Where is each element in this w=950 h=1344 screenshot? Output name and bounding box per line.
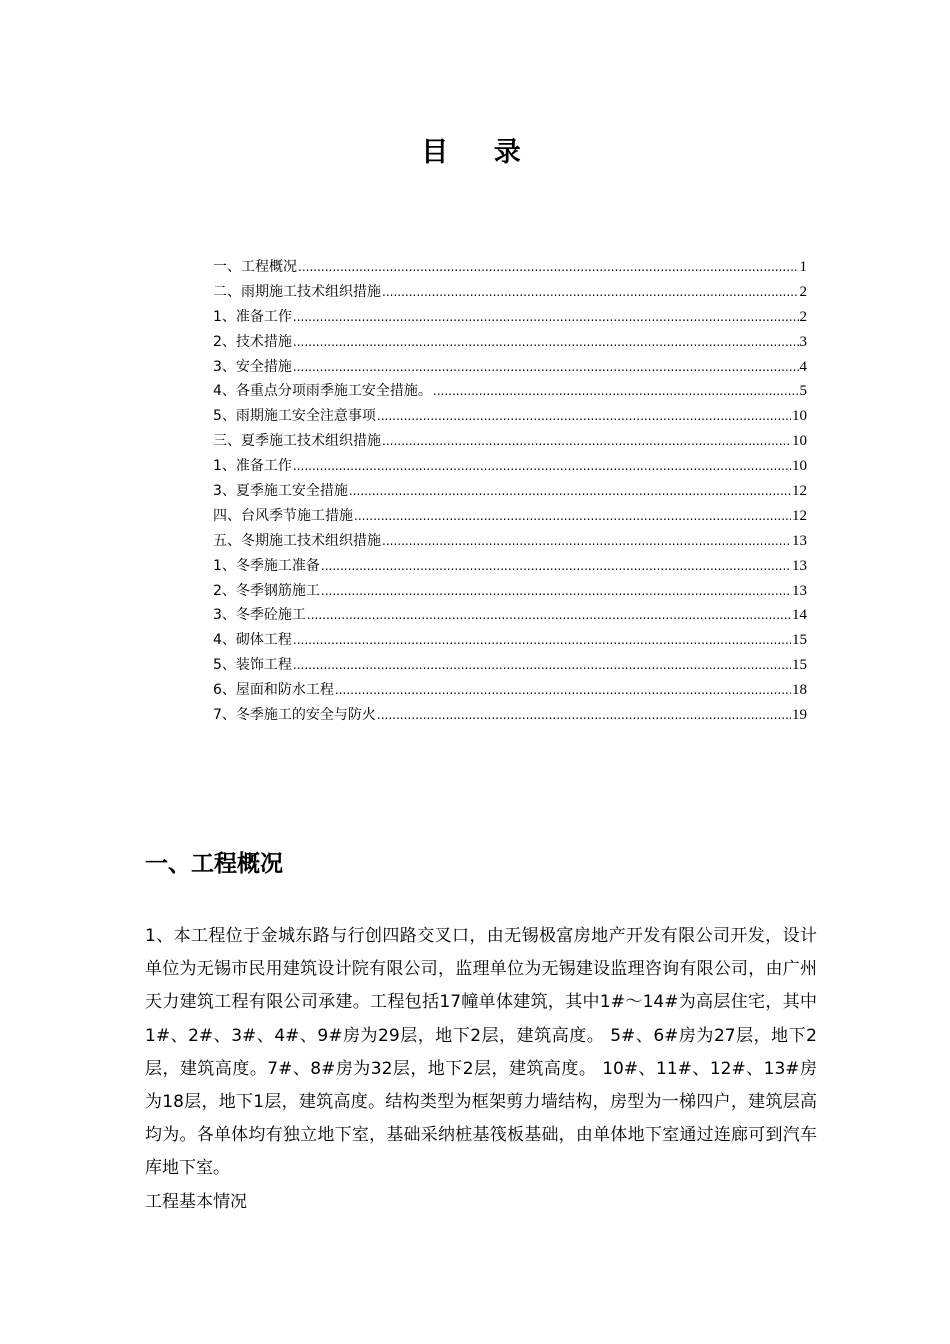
toc-leader-dots xyxy=(298,258,799,276)
toc-entry-label: 1、冬季施工准备 xyxy=(213,557,320,574)
toc-entry-page: 19 xyxy=(792,707,807,724)
toc-entry-label: 二、雨期施工技术组织措施 xyxy=(213,283,381,300)
toc-entry-page: 13 xyxy=(792,582,807,599)
toc-leader-dots xyxy=(382,432,791,450)
toc-entry-label: 1、准备工作 xyxy=(213,458,292,475)
toc-leader-dots xyxy=(382,283,799,301)
toc-entry-label: 7、冬季施工的安全与防火 xyxy=(213,707,376,724)
toc-leader-dots xyxy=(349,482,791,500)
toc-entry[interactable] xyxy=(213,382,807,407)
toc-leader-dots xyxy=(354,507,791,525)
toc-entry[interactable] xyxy=(213,681,807,706)
toc-entry[interactable] xyxy=(213,432,807,457)
toc-entry-label: 3、夏季施工安全措施 xyxy=(213,483,348,500)
toc-entry-page: 2 xyxy=(799,308,807,325)
toc-leader-dots xyxy=(293,333,799,351)
toc-entry-label: 2、技术措施 xyxy=(213,333,292,350)
toc-entry-page: 1 xyxy=(799,259,807,275)
toc-entry-label: 5、雨期施工安全注意事项 xyxy=(213,408,376,425)
toc-leader-dots xyxy=(293,631,791,649)
toc-entry-page: 2 xyxy=(799,283,807,300)
toc-entry-label: 3、冬季砼施工 xyxy=(213,607,306,624)
toc-leader-dots xyxy=(321,582,791,600)
toc-leader-dots xyxy=(321,557,791,575)
toc-entry-page: 12 xyxy=(792,483,807,500)
section-body xyxy=(145,920,817,1219)
toc-entry-page: 10 xyxy=(792,408,807,425)
toc-entry-label: 2、冬季钢筋施工 xyxy=(213,582,320,599)
toc-entry-page: 15 xyxy=(792,657,807,674)
toc-entry-label: 4、砌体工程 xyxy=(213,632,292,649)
toc-leader-dots xyxy=(293,656,791,674)
toc-entry[interactable] xyxy=(213,407,807,432)
toc-entry[interactable] xyxy=(213,507,807,532)
toc-entry[interactable] xyxy=(213,482,807,507)
toc-entry-label: 3、安全措施 xyxy=(213,358,292,375)
toc-entry-page: 15 xyxy=(792,632,807,649)
toc-title: 目 录 xyxy=(421,137,539,168)
toc-entry-label: 4、各重点分项雨季施工安全措施。 xyxy=(213,383,432,400)
toc-leader-dots xyxy=(377,407,791,425)
toc-entry[interactable] xyxy=(213,308,807,333)
table-of-contents xyxy=(213,258,807,731)
toc-leader-dots xyxy=(382,532,791,550)
toc-entry-label: 四、台风季节施工措施 xyxy=(213,507,353,524)
toc-entry[interactable] xyxy=(213,532,807,557)
toc-entry-label: 1、准备工作 xyxy=(213,308,292,325)
toc-entry-page: 14 xyxy=(792,607,807,624)
toc-entry[interactable] xyxy=(213,606,807,631)
toc-leader-dots xyxy=(433,382,799,400)
toc-entry-page: 5 xyxy=(799,383,807,400)
toc-entry-page: 4 xyxy=(799,358,807,375)
toc-entry[interactable] xyxy=(213,656,807,681)
toc-entry[interactable] xyxy=(213,358,807,383)
toc-entry[interactable] xyxy=(213,258,807,283)
toc-entry[interactable] xyxy=(213,631,807,656)
toc-entry[interactable] xyxy=(213,283,807,308)
toc-entry[interactable] xyxy=(213,333,807,358)
body-paragraph: 1、本工程位于金城东路与行创四路交叉口，由无锡极富房地产开发有限公司开发，设计单位为无锡市民用建筑设计院有限公司，监理单位为无锡建设监理咨询有限公司，由广州天力建筑工程有限公司承建。工程包括17幢单体建筑，其中1#～14#为高层住宅，其中1#、2#、3#、4#、9#房为29层，地下2层，建筑高度。 5#、6#房为27层，地下2层，建筑高度。7#、8#房为32层，地下2层，建筑高度。 10#、11#、12#、13#房为18层，地下1层，建筑高度。结构类型为框架剪力墙结构，房型为一梯四户，建筑层高均为。各单体均有独立地下室，基础采纳桩基筏板基础，由单体地下室通过连廊可到汽车库地下室。 xyxy=(145,926,817,1179)
toc-entry-page: 13 xyxy=(792,532,807,549)
toc-entry-page: 10 xyxy=(792,458,807,475)
toc-entry[interactable] xyxy=(213,457,807,482)
toc-entry-page: 13 xyxy=(792,557,807,574)
section-heading: 一、工程概况 xyxy=(145,851,283,877)
toc-entry-page: 3 xyxy=(799,333,807,350)
toc-entry-page: 10 xyxy=(792,433,807,450)
toc-leader-dots xyxy=(335,681,791,699)
toc-entry-page: 18 xyxy=(792,682,807,699)
body-subheading: 工程基本情况 xyxy=(145,1191,247,1212)
toc-leader-dots xyxy=(307,606,791,624)
toc-entry-label: 三、夏季施工技术组织措施 xyxy=(213,433,381,450)
toc-entry[interactable] xyxy=(213,557,807,582)
toc-entry[interactable] xyxy=(213,582,807,607)
toc-entry-label: 五、冬期施工技术组织措施 xyxy=(213,532,381,549)
toc-leader-dots xyxy=(377,706,791,724)
toc-leader-dots xyxy=(293,308,799,326)
toc-leader-dots xyxy=(293,358,799,376)
toc-entry-label: 6、屋面和防水工程 xyxy=(213,682,334,699)
toc-entry-page: 12 xyxy=(792,507,807,524)
toc-entry[interactable] xyxy=(213,706,807,731)
toc-entry-label: 5、装饰工程 xyxy=(213,657,292,674)
toc-leader-dots xyxy=(293,457,791,475)
toc-entry-label: 一、工程概况 xyxy=(213,259,297,275)
